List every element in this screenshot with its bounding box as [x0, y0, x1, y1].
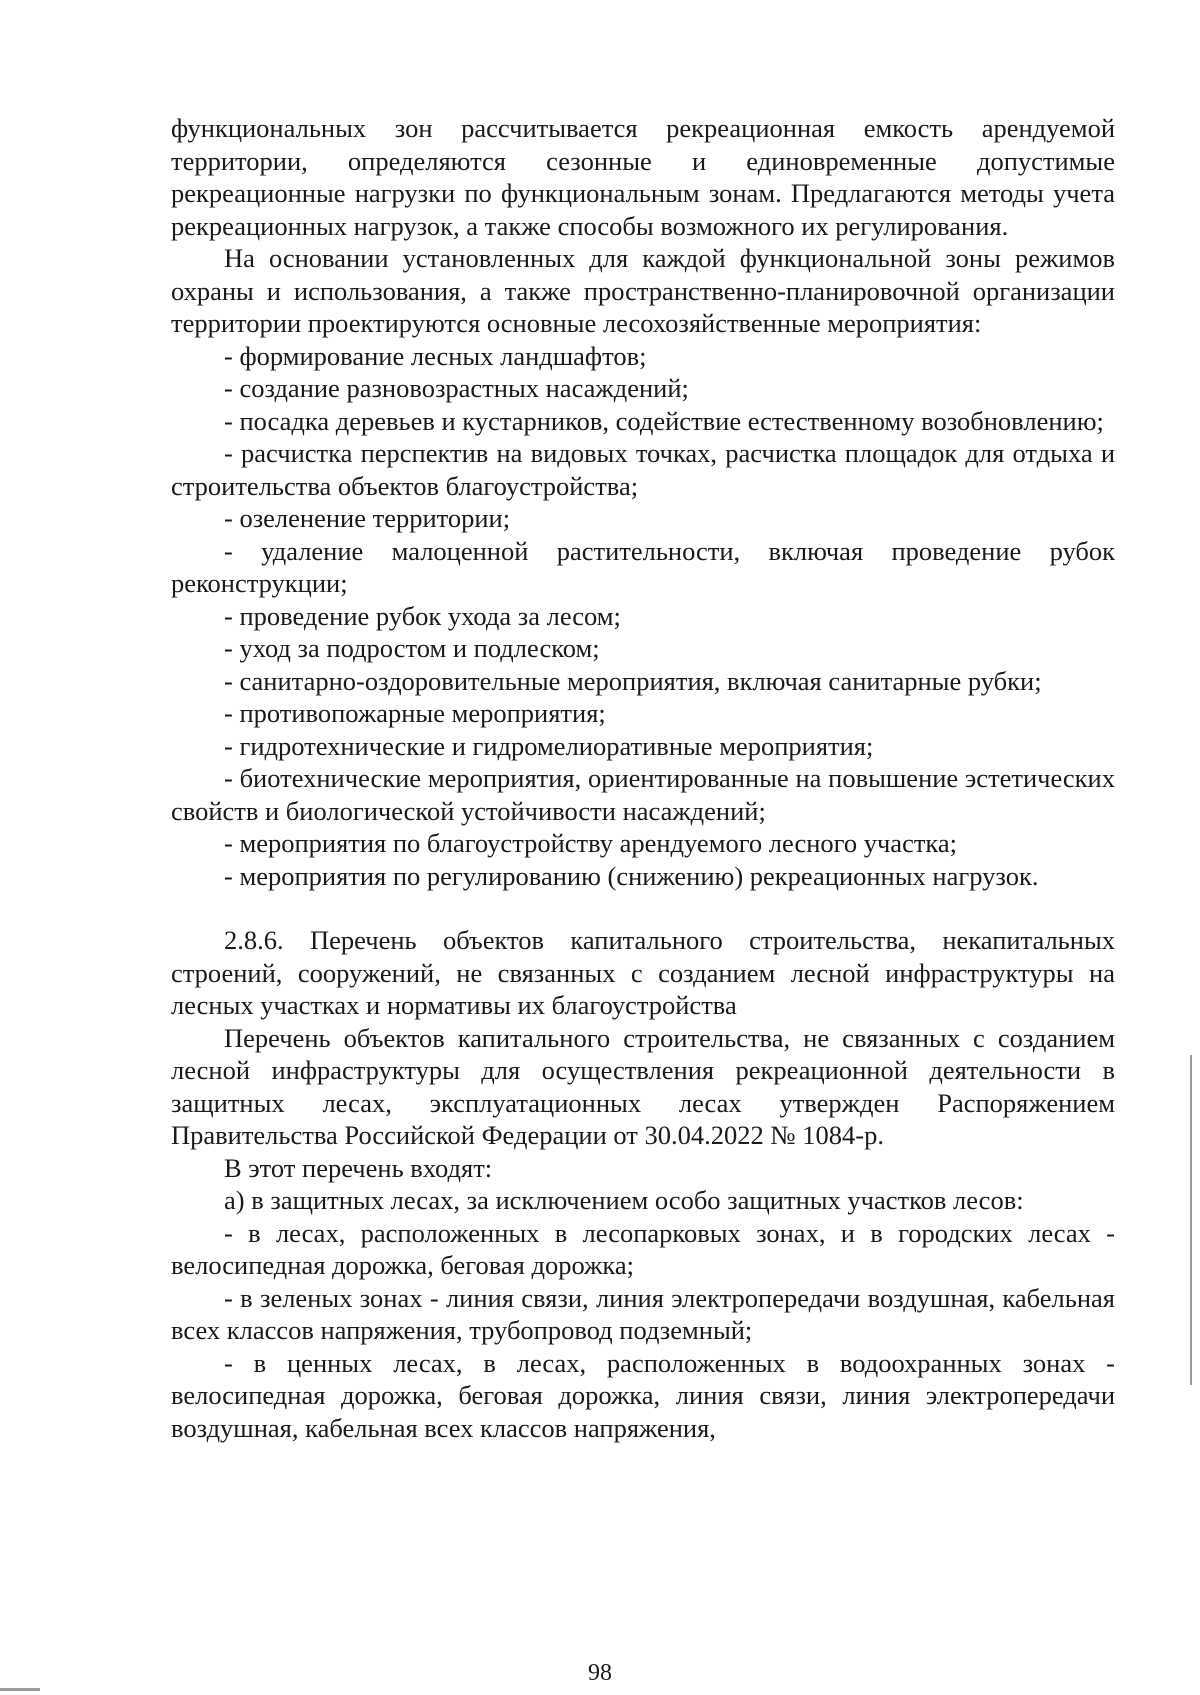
list-item: - противопожарные мероприятия;: [224, 698, 606, 728]
list-item: - формирование лесных ландшафтов;: [224, 340, 647, 371]
list-item: - в лесах, расположенных в лесопарковых зонах, и в городских лесах - велосипедная дорожка, беговая дорожка;: [171, 1217, 1115, 1280]
list-item: - гидротехнические и гидромелиоративные мероприятия;: [224, 730, 874, 761]
scan-edge-mark: [1190, 1055, 1192, 1385]
list-item: - мероприятия по благоустройству арендуемого лесного участка;: [224, 828, 958, 858]
list-item: - расчистка перспектив на видовых точках, расчистка площадок для отдыха и строительства объектов благоустройства;: [171, 438, 1115, 501]
paragraph: а) в защитных лесах, за исключением особо защитных участков лесов:: [224, 1185, 1024, 1215]
list-item: - посадка деревьев и кустарников, содействие естественному возобновлению;: [224, 405, 1104, 436]
paragraph: функциональных зон рассчитывается рекреационная емкость арендуемой территории, определяются сезонные и единовременные допустимые рекреационные нагрузки по функциональным зонам. Предлагаются методы учета рекреационных нагрузок, а также способы возможного их регулирования.: [171, 113, 1115, 241]
list-item: - санитарно-оздоровительные мероприятия, включая санитарные рубки;: [224, 665, 1042, 696]
list-item: - удаление малоценной растительности, включая проведение рубок реконструкции;: [171, 535, 1115, 598]
list-item: - уход за подростом и подлеском;: [224, 633, 600, 663]
list-item: - в зеленых зонах - линия связи, линия электропередачи воздушная, кабельная всех классов напряжения, трубопровод подземный;: [171, 1282, 1115, 1345]
list-item: - биотехнические мероприятия, ориентированные на повышение эстетических свойств и биологической устойчивости насаждений;: [171, 763, 1115, 826]
list-item: - в ценных лесах, в лесах, расположенных в водоохранных зонах - велосипедная дорожка, беговая дорожка, линия связи, линия электропередачи воздушная, кабельная всех классов напряжения,: [171, 1347, 1115, 1443]
document-body: [171, 112, 1115, 1444]
list-item: - создание разновозрастных насаждений;: [224, 373, 689, 403]
section-heading: 2.8.6. Перечень объектов капитального строительства, некапитальных строений, сооружений, не связанных с созданием лесной инфраструктуры на лесных участках и нормативы их благоустройства: [171, 925, 1115, 1020]
page-number: 98: [588, 1660, 612, 1686]
paragraph: На основании установленных для каждой функциональной зоны режимов охраны и использования, а также пространственно-планировочной организации территории проектируются основные лесохозяйственные мероприятия:: [171, 243, 1115, 338]
paragraph: Перечень объектов капитального строительства, не связанных с созданием лесной инфраструктуры для осуществления рекреационной деятельности в защитных лесах, эксплуатационных лесах утвержден Распоряжением Правительства Российской Федерации от 30.04.2022 № 1084-р.: [171, 1022, 1115, 1150]
list-item: - мероприятия по регулированию (снижению) рекреационных нагрузок.: [224, 860, 1039, 891]
scan-corner-mark: [0, 1688, 40, 1691]
list-item: - проведение рубок ухода за лесом;: [224, 600, 621, 631]
list-item: - озеленение территории;: [224, 503, 511, 533]
paragraph: В этот перечень входят:: [224, 1152, 493, 1183]
section-spacer: [171, 892, 1115, 924]
